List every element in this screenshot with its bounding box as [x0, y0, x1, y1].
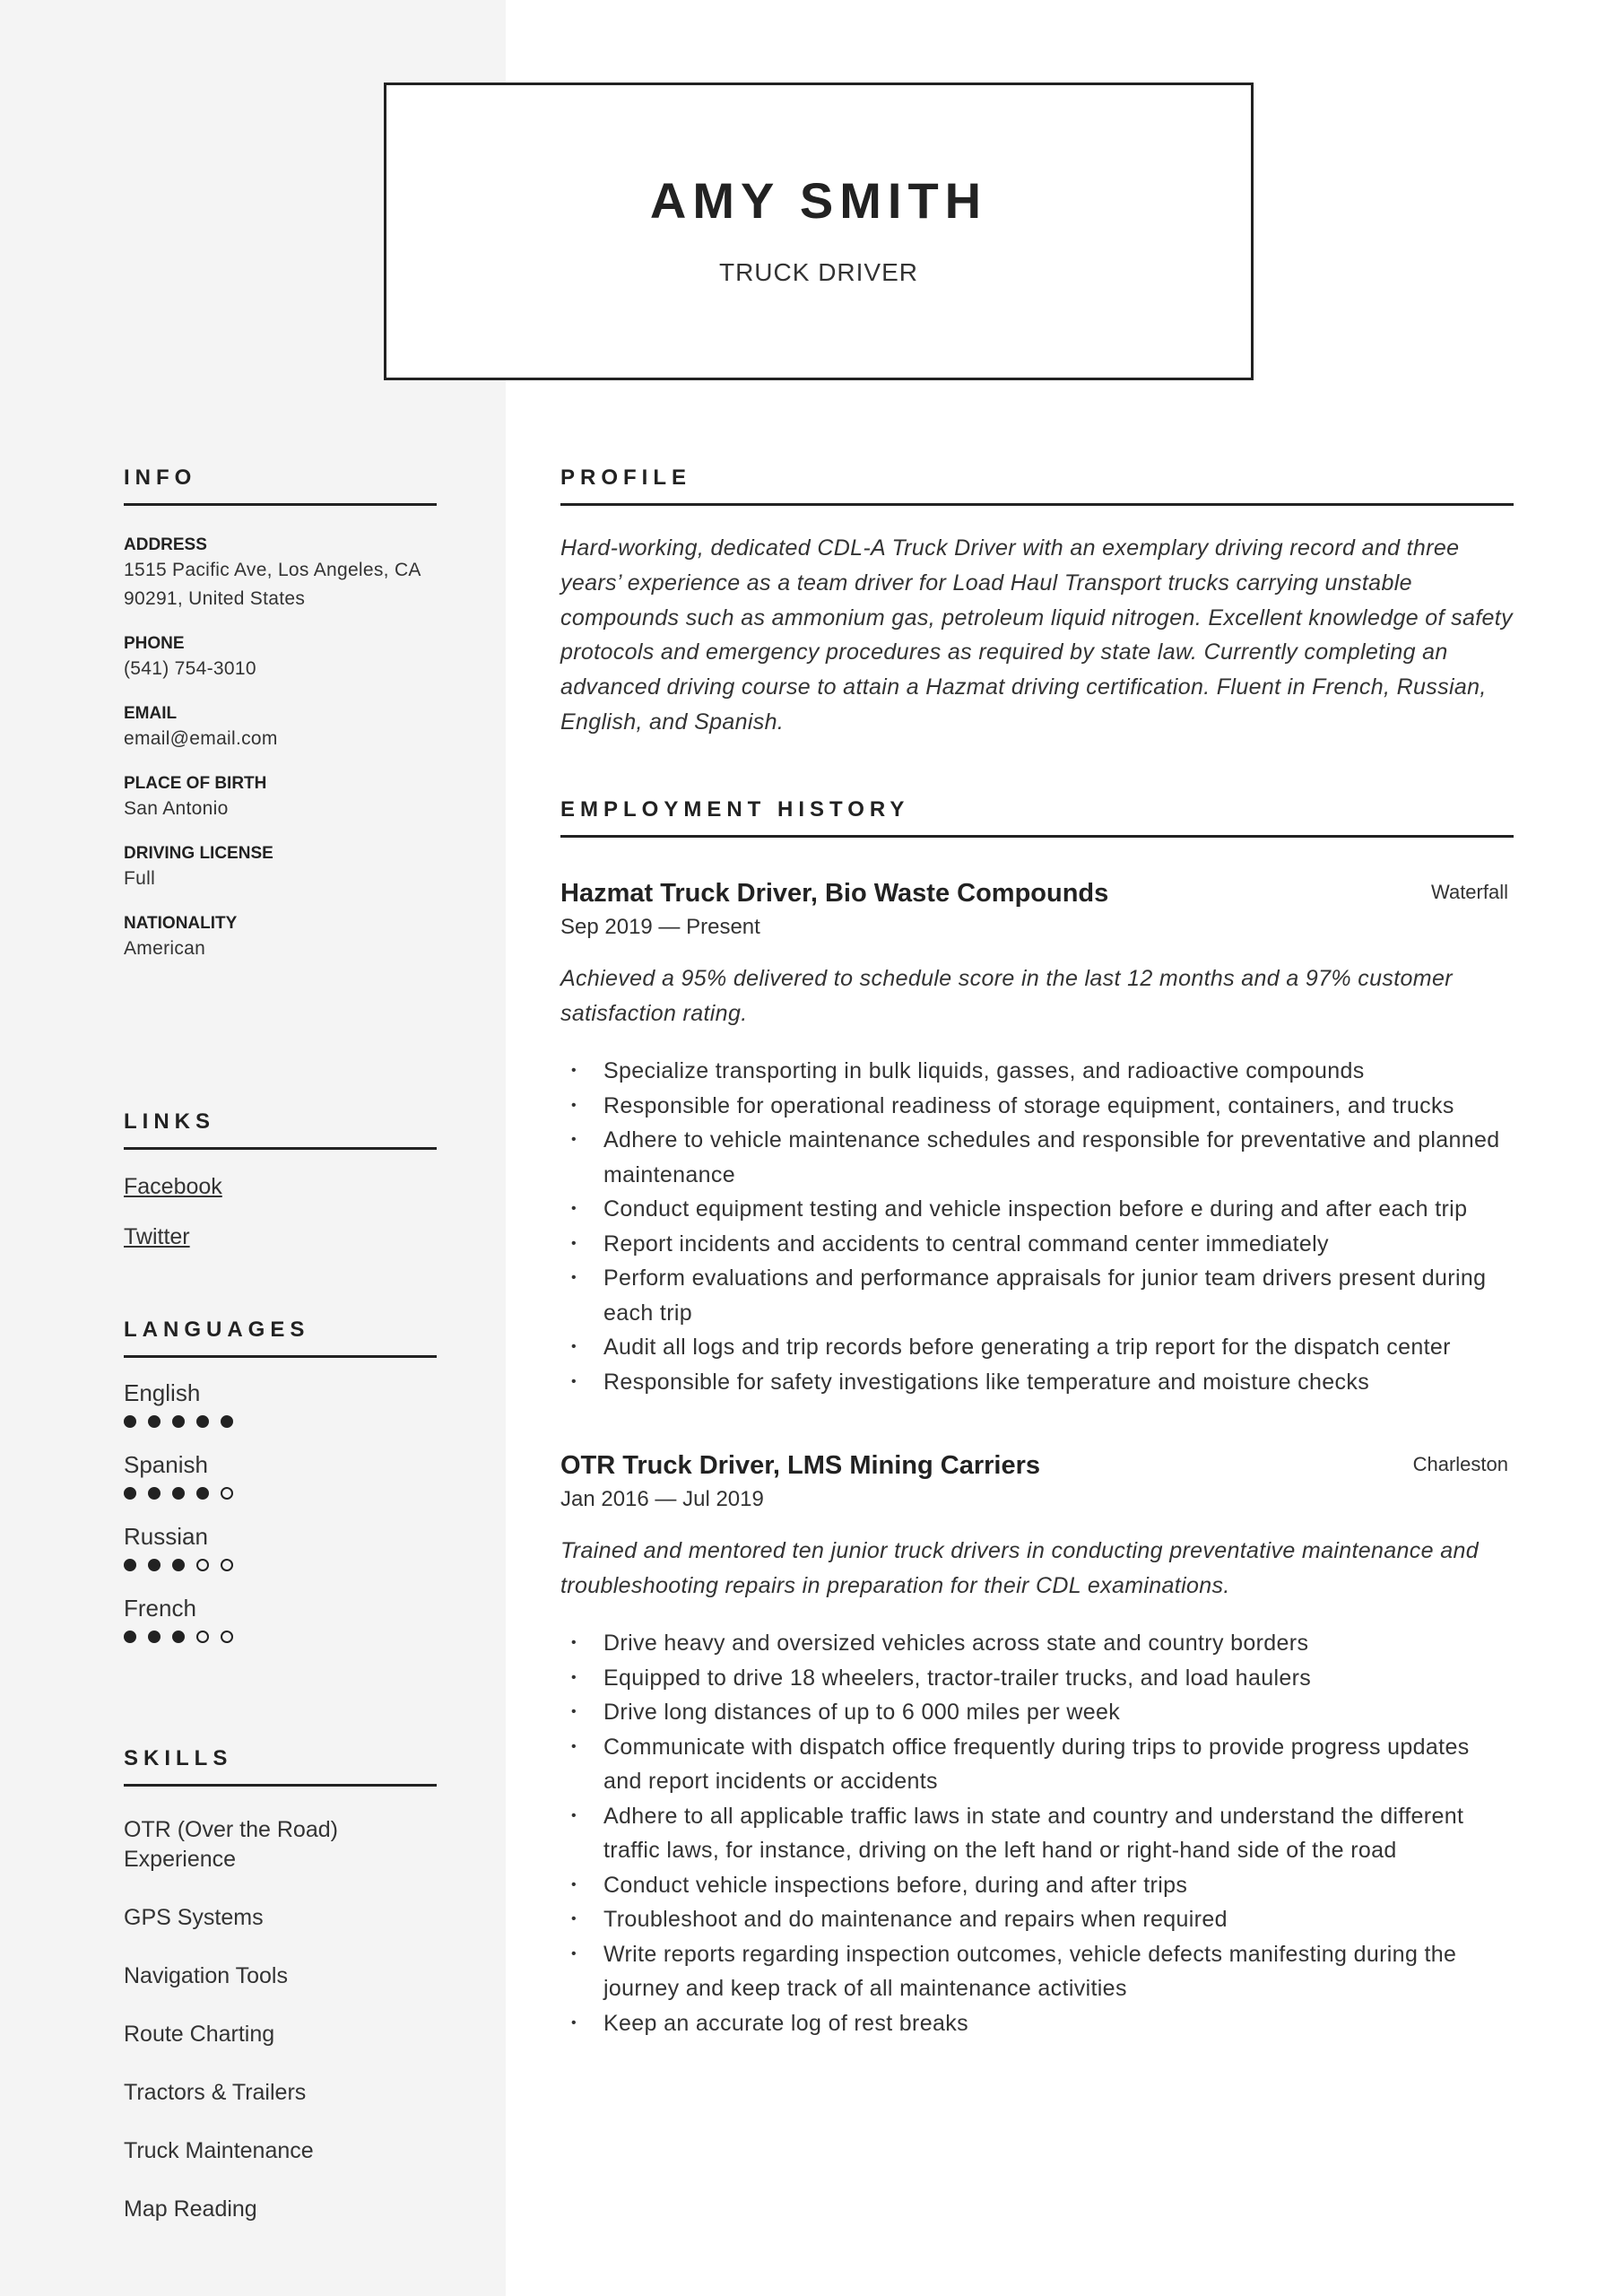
bullet-item: • Troubleshoot and do maintenance and repairs when required [560, 1902, 1514, 1937]
language-item [124, 1379, 437, 1430]
language-item [124, 1451, 437, 1501]
link-twitter[interactable]: Twitter [124, 1224, 190, 1249]
language-level-dots [124, 1559, 437, 1573]
bullet-item: • Perform evaluations and performance appraisals for junior team drivers present during each trip [560, 1261, 1514, 1330]
employment-section [560, 797, 1514, 2040]
language-name: French [124, 1595, 196, 1622]
skill-item: Map Reading [124, 2196, 257, 2222]
language-list [124, 1379, 437, 1645]
empty-dot-icon [196, 1559, 209, 1571]
info-value: American [124, 938, 206, 959]
candidate-name: AMY SMITH [649, 172, 988, 229]
info-item [124, 633, 437, 683]
info-item [124, 535, 437, 613]
info-item [124, 843, 437, 893]
job-location: Charleston [1412, 1453, 1508, 1475]
link-facebook[interactable]: Facebook [124, 1174, 222, 1199]
job-dates: Sep 2019 — Present [560, 915, 760, 939]
filled-dot-icon [124, 1631, 136, 1643]
skill-list [124, 1815, 437, 2224]
job-title: OTR Truck Driver, LMS Mining Carriers [560, 1451, 1041, 1480]
skill-item: OTR (Over the Road) Experience [124, 1817, 338, 1872]
info-label: EMAIL [124, 704, 178, 723]
filled-dot-icon [124, 1487, 136, 1500]
filled-dot-icon [148, 1559, 161, 1571]
skill-item: Route Charting [124, 2022, 275, 2047]
bullet-item: • Communicate with dispatch office frequently during trips to provide progress updates and report incidents or accidents [560, 1730, 1514, 1799]
bullet-item: • Drive long distances of up to 6 000 miles per week [560, 1695, 1514, 1730]
language-level-dots [124, 1631, 437, 1645]
bullet-item: • Responsible for operational readiness of storage equipment, containers, and trucks [560, 1089, 1514, 1124]
info-value: Full [124, 868, 156, 889]
filled-dot-icon [172, 1415, 185, 1428]
bullet-item: • Audit all logs and trip records before generating a trip report for the dispatch center [560, 1330, 1514, 1365]
filled-dot-icon [124, 1559, 136, 1571]
job-dates: Jan 2016 — Jul 2019 [560, 1487, 764, 1511]
info-value: 1515 Pacific Ave, Los Angeles, CA 90291, United States [124, 560, 421, 609]
section-heading: INFO [124, 465, 437, 506]
info-item [124, 913, 437, 963]
bullet-item: • Keep an accurate log of rest breaks [560, 2006, 1514, 2041]
info-item [124, 773, 437, 823]
filled-dot-icon [172, 1559, 185, 1571]
header [384, 83, 1254, 380]
info-label: PLACE OF BIRTH [124, 774, 267, 793]
info-value: (541) 754-3010 [124, 658, 256, 679]
filled-dot-icon [172, 1631, 185, 1643]
filled-dot-icon [148, 1631, 161, 1643]
job-location: Waterfall [1431, 881, 1508, 903]
empty-dot-icon [221, 1487, 233, 1500]
job-bullets [560, 1626, 1514, 2040]
info-list [124, 535, 437, 963]
empty-dot-icon [221, 1559, 233, 1571]
info-label: ADDRESS [124, 535, 207, 554]
bullet-item: • Equipped to drive 18 wheelers, tractor-trailer trucks, and load haulers [560, 1661, 1514, 1696]
section-heading: LINKS [124, 1109, 437, 1150]
info-value: email@email.com [124, 728, 278, 749]
profile-text: Hard-working, dedicated CDL-A Truck Driver with an exemplary driving record and three years’ experience as a team driver for Load Haul Transport trucks carrying unstable compounds such as ammonium gas, petroleum liquid nitrogen. Excellent knowledge of safety protocols and emergency procedures as required by state law. Currently completing an advanced driving course to attain a Hazmat driving certification. Fluent in French, Russian, English, and Spanish. [560, 535, 1513, 735]
info-value: San Antonio [124, 798, 229, 819]
language-name: Spanish [124, 1451, 208, 1478]
section-heading: SKILLS [124, 1746, 437, 1787]
info-label: DRIVING LICENSE [124, 844, 273, 863]
bullet-item: • Write reports regarding inspection outcomes, vehicle defects manifesting during the journey and keep track of all maintenance activities [560, 1937, 1514, 2006]
skills-section [124, 1746, 437, 2224]
info-item [124, 703, 437, 753]
filled-dot-icon [196, 1415, 209, 1428]
info-section [124, 465, 437, 963]
job-summary: Achieved a 95% delivered to schedule score in the last 12 months and a 97% customer satisfaction rating. [560, 966, 1453, 1026]
job-role: TRUCK DRIVER [718, 258, 918, 286]
filled-dot-icon [124, 1415, 136, 1428]
bullet-item: • Responsible for safety investigations like temperature and moisture checks [560, 1365, 1514, 1400]
languages-section [124, 1318, 437, 1645]
job-summary: Trained and mentored ten junior truck drivers in conducting preventative maintenance and troubleshooting repairs in preparation for their CDL examinations. [560, 1538, 1479, 1598]
links-section [124, 1109, 437, 1250]
section-heading: LANGUAGES [124, 1318, 437, 1358]
skill-item: Truck Maintenance [124, 2138, 314, 2163]
job-bullets [560, 1054, 1514, 1399]
section-heading: EMPLOYMENT HISTORY [560, 797, 1514, 838]
bullet-item: • Report incidents and accidents to central command center immediately [560, 1227, 1514, 1262]
bullet-item: • Adhere to all applicable traffic laws in state and country and understand the different traffic laws, for instance, driving on the left hand or right-hand side of the road [560, 1799, 1514, 1868]
filled-dot-icon [148, 1487, 161, 1500]
bullet-item: • Drive heavy and oversized vehicles across state and country borders [560, 1626, 1514, 1661]
job-list [560, 877, 1514, 2040]
job-entry [560, 1449, 1514, 2040]
filled-dot-icon [221, 1415, 233, 1428]
info-label: NATIONALITY [124, 914, 238, 933]
filled-dot-icon [196, 1487, 209, 1500]
job-title: Hazmat Truck Driver, Bio Waste Compounds [560, 879, 1109, 908]
language-item [124, 1523, 437, 1573]
skill-item: Tractors & Trailers [124, 2080, 307, 2105]
filled-dot-icon [148, 1415, 161, 1428]
info-label: PHONE [124, 634, 185, 653]
empty-dot-icon [196, 1631, 209, 1643]
skill-item: GPS Systems [124, 1905, 264, 1930]
bullet-item: • Conduct equipment testing and vehicle inspection before e during and after each trip [560, 1192, 1514, 1227]
bullet-item: • Adhere to vehicle maintenance schedules and responsible for preventative and planned maintenance [560, 1123, 1514, 1192]
job-entry [560, 877, 1514, 1399]
language-level-dots [124, 1487, 437, 1501]
bullet-item: • Conduct vehicle inspections before, during and after trips [560, 1868, 1514, 1903]
language-name: Russian [124, 1523, 208, 1550]
language-level-dots [124, 1415, 437, 1430]
section-heading: PROFILE [560, 465, 1514, 506]
skill-item: Navigation Tools [124, 1963, 288, 1988]
language-name: English [124, 1379, 201, 1406]
empty-dot-icon [221, 1631, 233, 1643]
language-item [124, 1595, 437, 1645]
bullet-item: • Specialize transporting in bulk liquids, gasses, and radioactive compounds [560, 1054, 1514, 1089]
profile-section [560, 465, 1514, 740]
filled-dot-icon [172, 1487, 185, 1500]
